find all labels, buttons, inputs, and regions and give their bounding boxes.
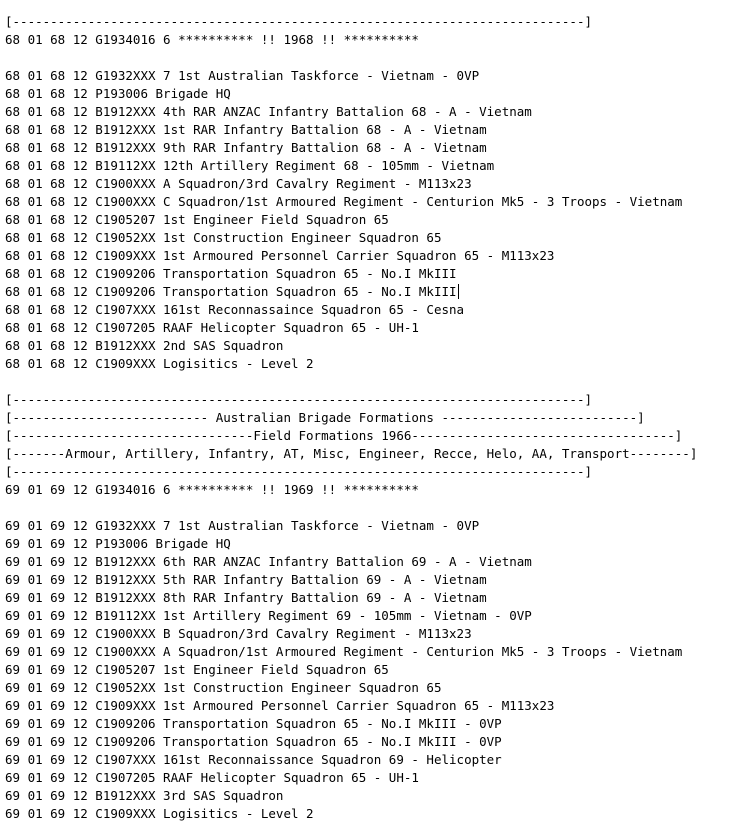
- unit-line: 68 01 68 12 B1912XXX 4th RAR ANZAC Infantry Battalion 68 - A - Vietnam: [5, 104, 532, 119]
- blank-line: [5, 373, 747, 391]
- unit-line: 68 01 68 12 C1909206 Transportation Squadron 65 - No.I MkIII: [5, 266, 457, 281]
- unit-line: 69 01 69 12 B1912XXX 6th RAR ANZAC Infantry Battalion 69 - A - Vietnam: [5, 554, 532, 569]
- blank-line: [5, 499, 747, 517]
- unit-line: 69 01 69 12 C1909XXX Logisitics - Level 2: [5, 806, 314, 821]
- unit-line: 68 01 68 12 G1932XXX 7 1st Australian Taskforce - Vietnam - 0VP: [5, 68, 480, 83]
- section-subtitle-line: [--------------------------------Field Formations 1966-----------------------------------]: [5, 428, 683, 443]
- unit-line: 69 01 69 12 C1900XXX A Squadron/1st Armoured Regiment - Centurion Mk5 - 3 Troops - Vietnam: [5, 644, 683, 659]
- unit-line: 69 01 69 12 C1909206 Transportation Squadron 65 - No.I MkIII - 0VP: [5, 716, 502, 731]
- unit-line: 69 01 69 12 C1909XXX 1st Armoured Personnel Carrier Squadron 65 - M113x23: [5, 698, 555, 713]
- unit-line: 69 01 69 12 B1912XXX 3rd SAS Squadron: [5, 788, 284, 803]
- unit-line: 69 01 69 12 C1905207 1st Engineer Field Squadron 65: [5, 662, 389, 677]
- unit-line: 68 01 68 12 C1907205 RAAF Helicopter Squadron 65 - UH-1: [5, 320, 419, 335]
- unit-line: 69 01 69 12 C1907205 RAAF Helicopter Squadron 65 - UH-1: [5, 770, 419, 785]
- unit-line: 68 01 68 12 B1912XXX 2nd SAS Squadron: [5, 338, 284, 353]
- unit-line: 69 01 69 12 C1909206 Transportation Squadron 65 - No.I MkIII - 0VP: [5, 734, 502, 749]
- unit-line: 69 01 69 12 G1932XXX 7 1st Australian Taskforce - Vietnam - 0VP: [5, 518, 480, 533]
- unit-line: 68 01 68 12 C1909XXX Logisitics - Level 2: [5, 356, 314, 371]
- separator-line: [----------------------------------------------------------------------------]: [5, 14, 592, 29]
- unit-line: 68 01 68 12 C1905207 1st Engineer Field Squadron 65: [5, 212, 389, 227]
- unit-line: 68 01 68 12 C1900XXX C Squadron/1st Armoured Regiment - Centurion Mk5 - 3 Troops - Vietnam: [5, 194, 683, 209]
- unit-line: 69 01 69 12 C1907XXX 161st Reconnaissance Squadron 69 - Helicopter: [5, 752, 502, 767]
- unit-line: 69 01 69 12 B1912XXX 5th RAR Infantry Battalion 69 - A - Vietnam: [5, 572, 487, 587]
- unit-line-text: 68 01 68 12 C1909206 Transportation Squadron 65 - No.I MkIII: [5, 284, 457, 299]
- text-line: [5, 0, 747, 13]
- unit-line: 68 01 68 12 C1907XXX 161st Reconnassaince Squadron 65 - Cesna: [5, 302, 465, 317]
- unit-line-with-cursor[interactable]: [5, 283, 747, 301]
- separator-line: [----------------------------------------------------------------------------]: [5, 392, 592, 407]
- unit-line: 68 01 68 12 B1912XXX 9th RAR Infantry Battalion 68 - A - Vietnam: [5, 140, 487, 155]
- unit-line: 68 01 68 12 B1912XXX 1st RAR Infantry Battalion 68 - A - Vietnam: [5, 122, 487, 137]
- unit-line: 69 01 69 12 B1912XXX 8th RAR Infantry Battalion 69 - A - Vietnam: [5, 590, 487, 605]
- separator-line: [----------------------------------------------------------------------------]: [5, 464, 592, 479]
- year-header-line: 68 01 68 12 G1934016 6 ********** !! 1968 !! **********: [5, 32, 419, 47]
- section-categories-line: [-------Armour, Artillery, Infantry, AT, Misc, Engineer, Recce, Helo, AA, Transport--------]: [5, 446, 698, 461]
- blank-line: [5, 49, 747, 67]
- unit-line: 69 01 69 12 B19112XX 1st Artillery Regiment 69 - 105mm - Vietnam - 0VP: [5, 608, 532, 623]
- unit-line: 69 01 69 12 C1900XXX B Squadron/3rd Cavalry Regiment - M113x23: [5, 626, 472, 641]
- unit-line: 68 01 68 12 B19112XX 12th Artillery Regiment 68 - 105mm - Vietnam: [5, 158, 495, 173]
- section-title-line: [-------------------------- Australian Brigade Formations --------------------------]: [5, 410, 645, 425]
- unit-line: 69 01 69 12 C19052XX 1st Construction Engineer Squadron 65: [5, 680, 442, 695]
- unit-line: 68 01 68 12 C1909XXX 1st Armoured Personnel Carrier Squadron 65 - M113x23: [5, 248, 555, 263]
- text-editor[interactable]: [5, 0, 747, 823]
- text-cursor: [458, 284, 459, 299]
- unit-line: 68 01 68 12 P193006 Brigade HQ: [5, 86, 231, 101]
- unit-line: 68 01 68 12 C19052XX 1st Construction Engineer Squadron 65: [5, 230, 442, 245]
- year-header-line: 69 01 69 12 G1934016 6 ********** !! 1969 !! **********: [5, 482, 419, 497]
- unit-line: 69 01 69 12 P193006 Brigade HQ: [5, 536, 231, 551]
- unit-line: 68 01 68 12 C1900XXX A Squadron/3rd Cavalry Regiment - M113x23: [5, 176, 472, 191]
